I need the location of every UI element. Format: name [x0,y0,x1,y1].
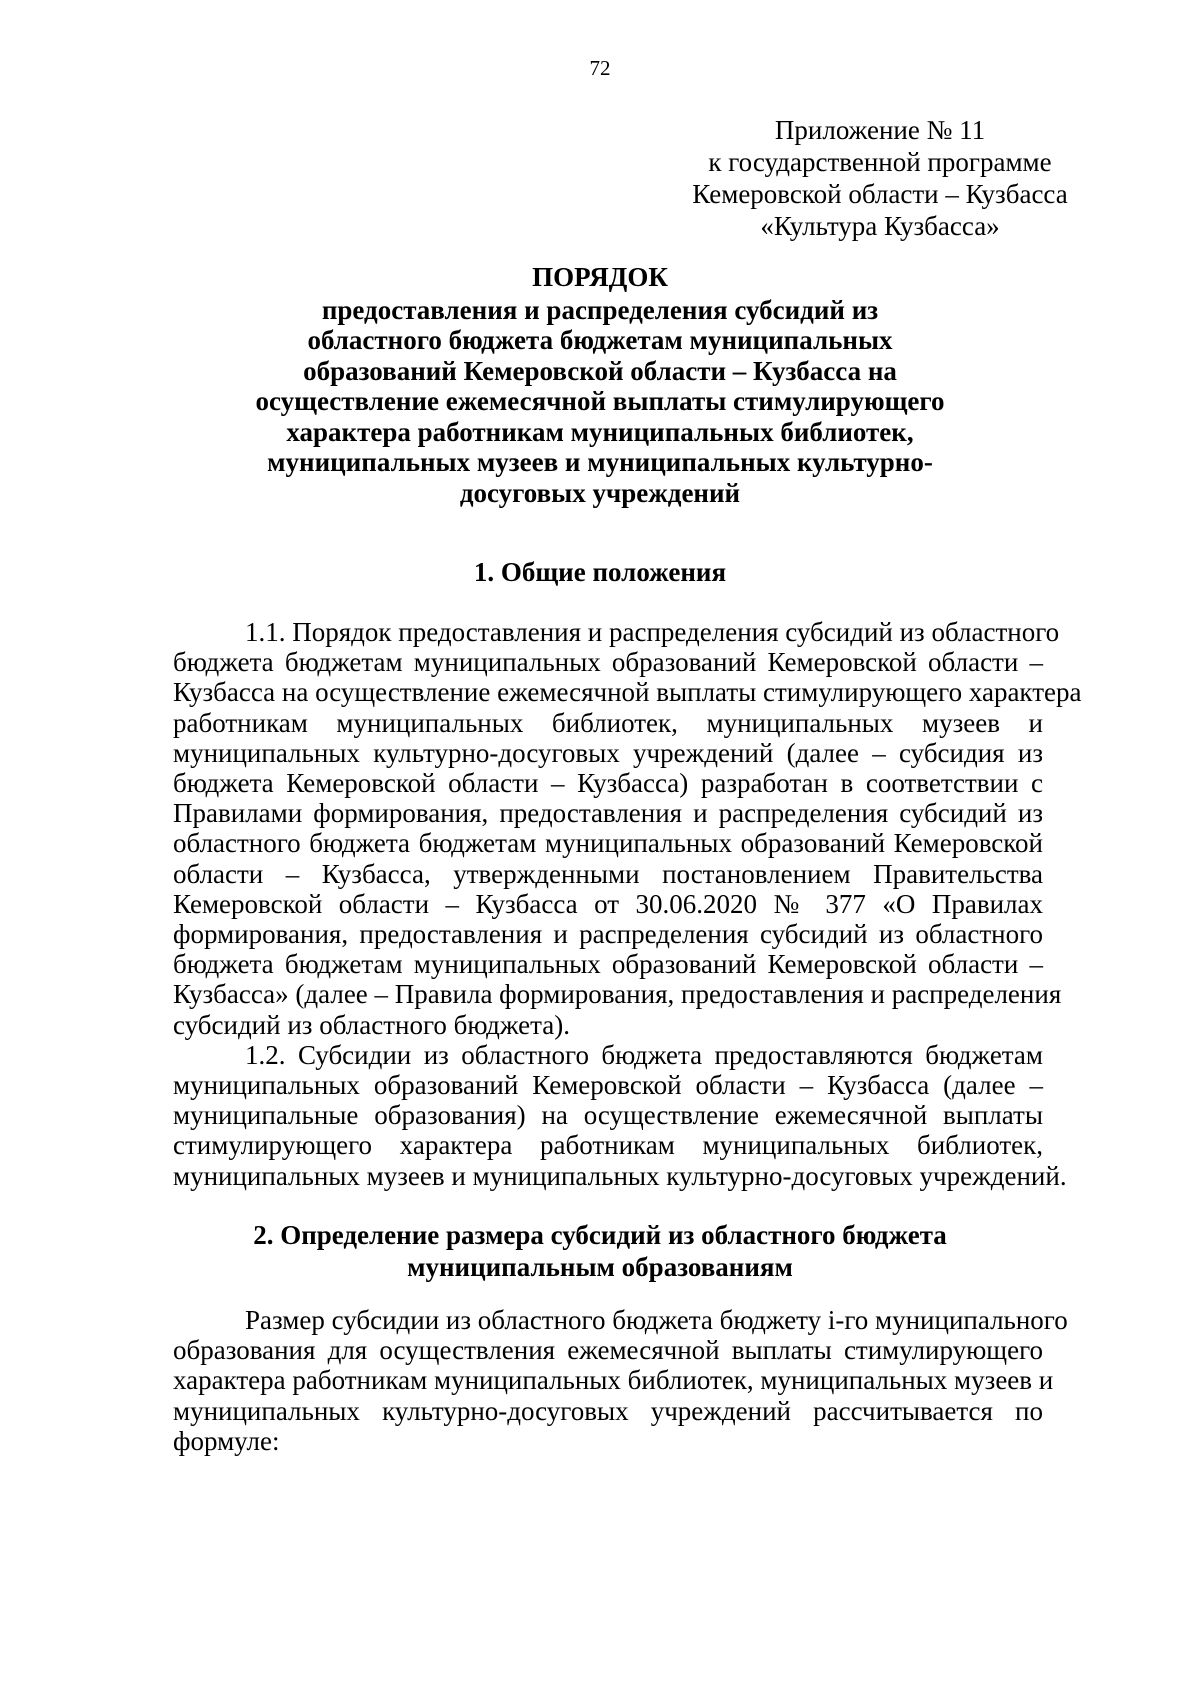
appendix-header [660,114,1100,242]
paragraph-1-1 [173,617,1082,1040]
document-title [180,262,1020,508]
section-2-heading [160,1219,1040,1283]
text-line: работникам муниципальных библиотек, муниципальных музеев и [173,707,1043,738]
text-line: 1.1. Порядок предоставления и распределения субсидий из областного [245,617,1060,647]
section-1-body [173,617,1082,1191]
text-line: Кемеровской области – Кузбасса от 30.06.2020 № 377 «О Правилах [173,888,1043,919]
text-line: формирования, предоставления и распределения субсидий из областного [173,919,1043,950]
title-line: осуществление ежемесячной выплаты стимулирующего [255,386,945,416]
section-1-heading [160,556,1040,588]
section-heading-line: муниципальным образованиям [407,1252,793,1282]
text-line: характера работникам муниципальных библиотек, муниципальных музеев и [173,1365,1054,1396]
title-line: предоставления и распределения субсидий из [321,294,879,325]
section-2-body [173,1305,1068,1456]
appendix-line: «Культура Кузбасса» [760,211,1000,241]
text-line: бюджета бюджетам муниципальных образований Кемеровской области – [173,949,1043,980]
title-line: досуговых учреждений [459,477,741,508]
title-subtitle [180,295,1020,509]
text-line: муниципальных культурно-досуговых учреждений (далее – субсидия из [173,737,1043,768]
title-line: муниципальных музеев и муниципальных культурно- [267,447,933,477]
appendix-line: Приложение № 11 [774,115,986,145]
title-line: образований Кемеровской области – Кузбасса на [303,355,897,386]
text-line: Кузбасса на осуществление ежемесячной выплаты стимулирующего характера [173,677,1082,708]
text-line: образования для осуществления ежемесячной выплаты стимулирующего [173,1335,1043,1366]
text-line: формуле: [173,1425,280,1456]
text-line: муниципальные образования) на осуществление ежемесячной выплаты [173,1100,1043,1131]
text-line: Правилами формирования, предоставления и распределения субсидий из [173,798,1043,829]
section-heading-line: 1. Общие положения [473,557,727,587]
appendix-line: Кемеровской области – Кузбасса [692,179,1068,209]
text-line: Размер субсидии из областного бюджета бюджету i-го муниципального [245,1305,1068,1335]
section-heading-line: 2. Определение размера субсидий из областного бюджета [253,1220,947,1250]
text-line: области – Кузбасса, утвержденными постановлением Правительства [173,858,1043,889]
text-line: стимулирующего характера работникам муниципальных библиотек, [173,1130,1043,1161]
text-line: муниципальных культурно-досуговых учреждений рассчитывается по [173,1395,1043,1426]
text-line: 1.2. Субсидии из областного бюджета предоставляются бюджетам [245,1039,1043,1070]
text-line: бюджета бюджетам муниципальных образований Кемеровской области – [173,647,1043,678]
paragraph-2-1 [173,1305,1068,1456]
text-line: муниципальных музеев и муниципальных культурно-досуговых учреждений. [173,1160,1067,1191]
text-line: субсидий из областного бюджета). [173,1009,571,1040]
text-line: бюджета Кемеровской области – Кузбасса) разработан в соответствии с [173,768,1043,799]
text-line: муниципальных образований Кемеровской области – Кузбасса (далее – [173,1070,1043,1101]
title-line: областного бюджета бюджетам муниципальных [307,325,893,355]
page-number: 72 [589,56,611,80]
text-line: Кузбасса» (далее – Правила формирования, предоставления и распределения [173,979,1062,1010]
title-main: ПОРЯДОК [532,262,668,292]
text-line: областного бюджета бюджетам муниципальных образований Кемеровской [173,828,1043,859]
paragraph-1-2 [173,1039,1067,1191]
appendix-line: к государственной программе [708,147,1052,177]
title-line: характера работникам муниципальных библиотек, [286,416,914,447]
